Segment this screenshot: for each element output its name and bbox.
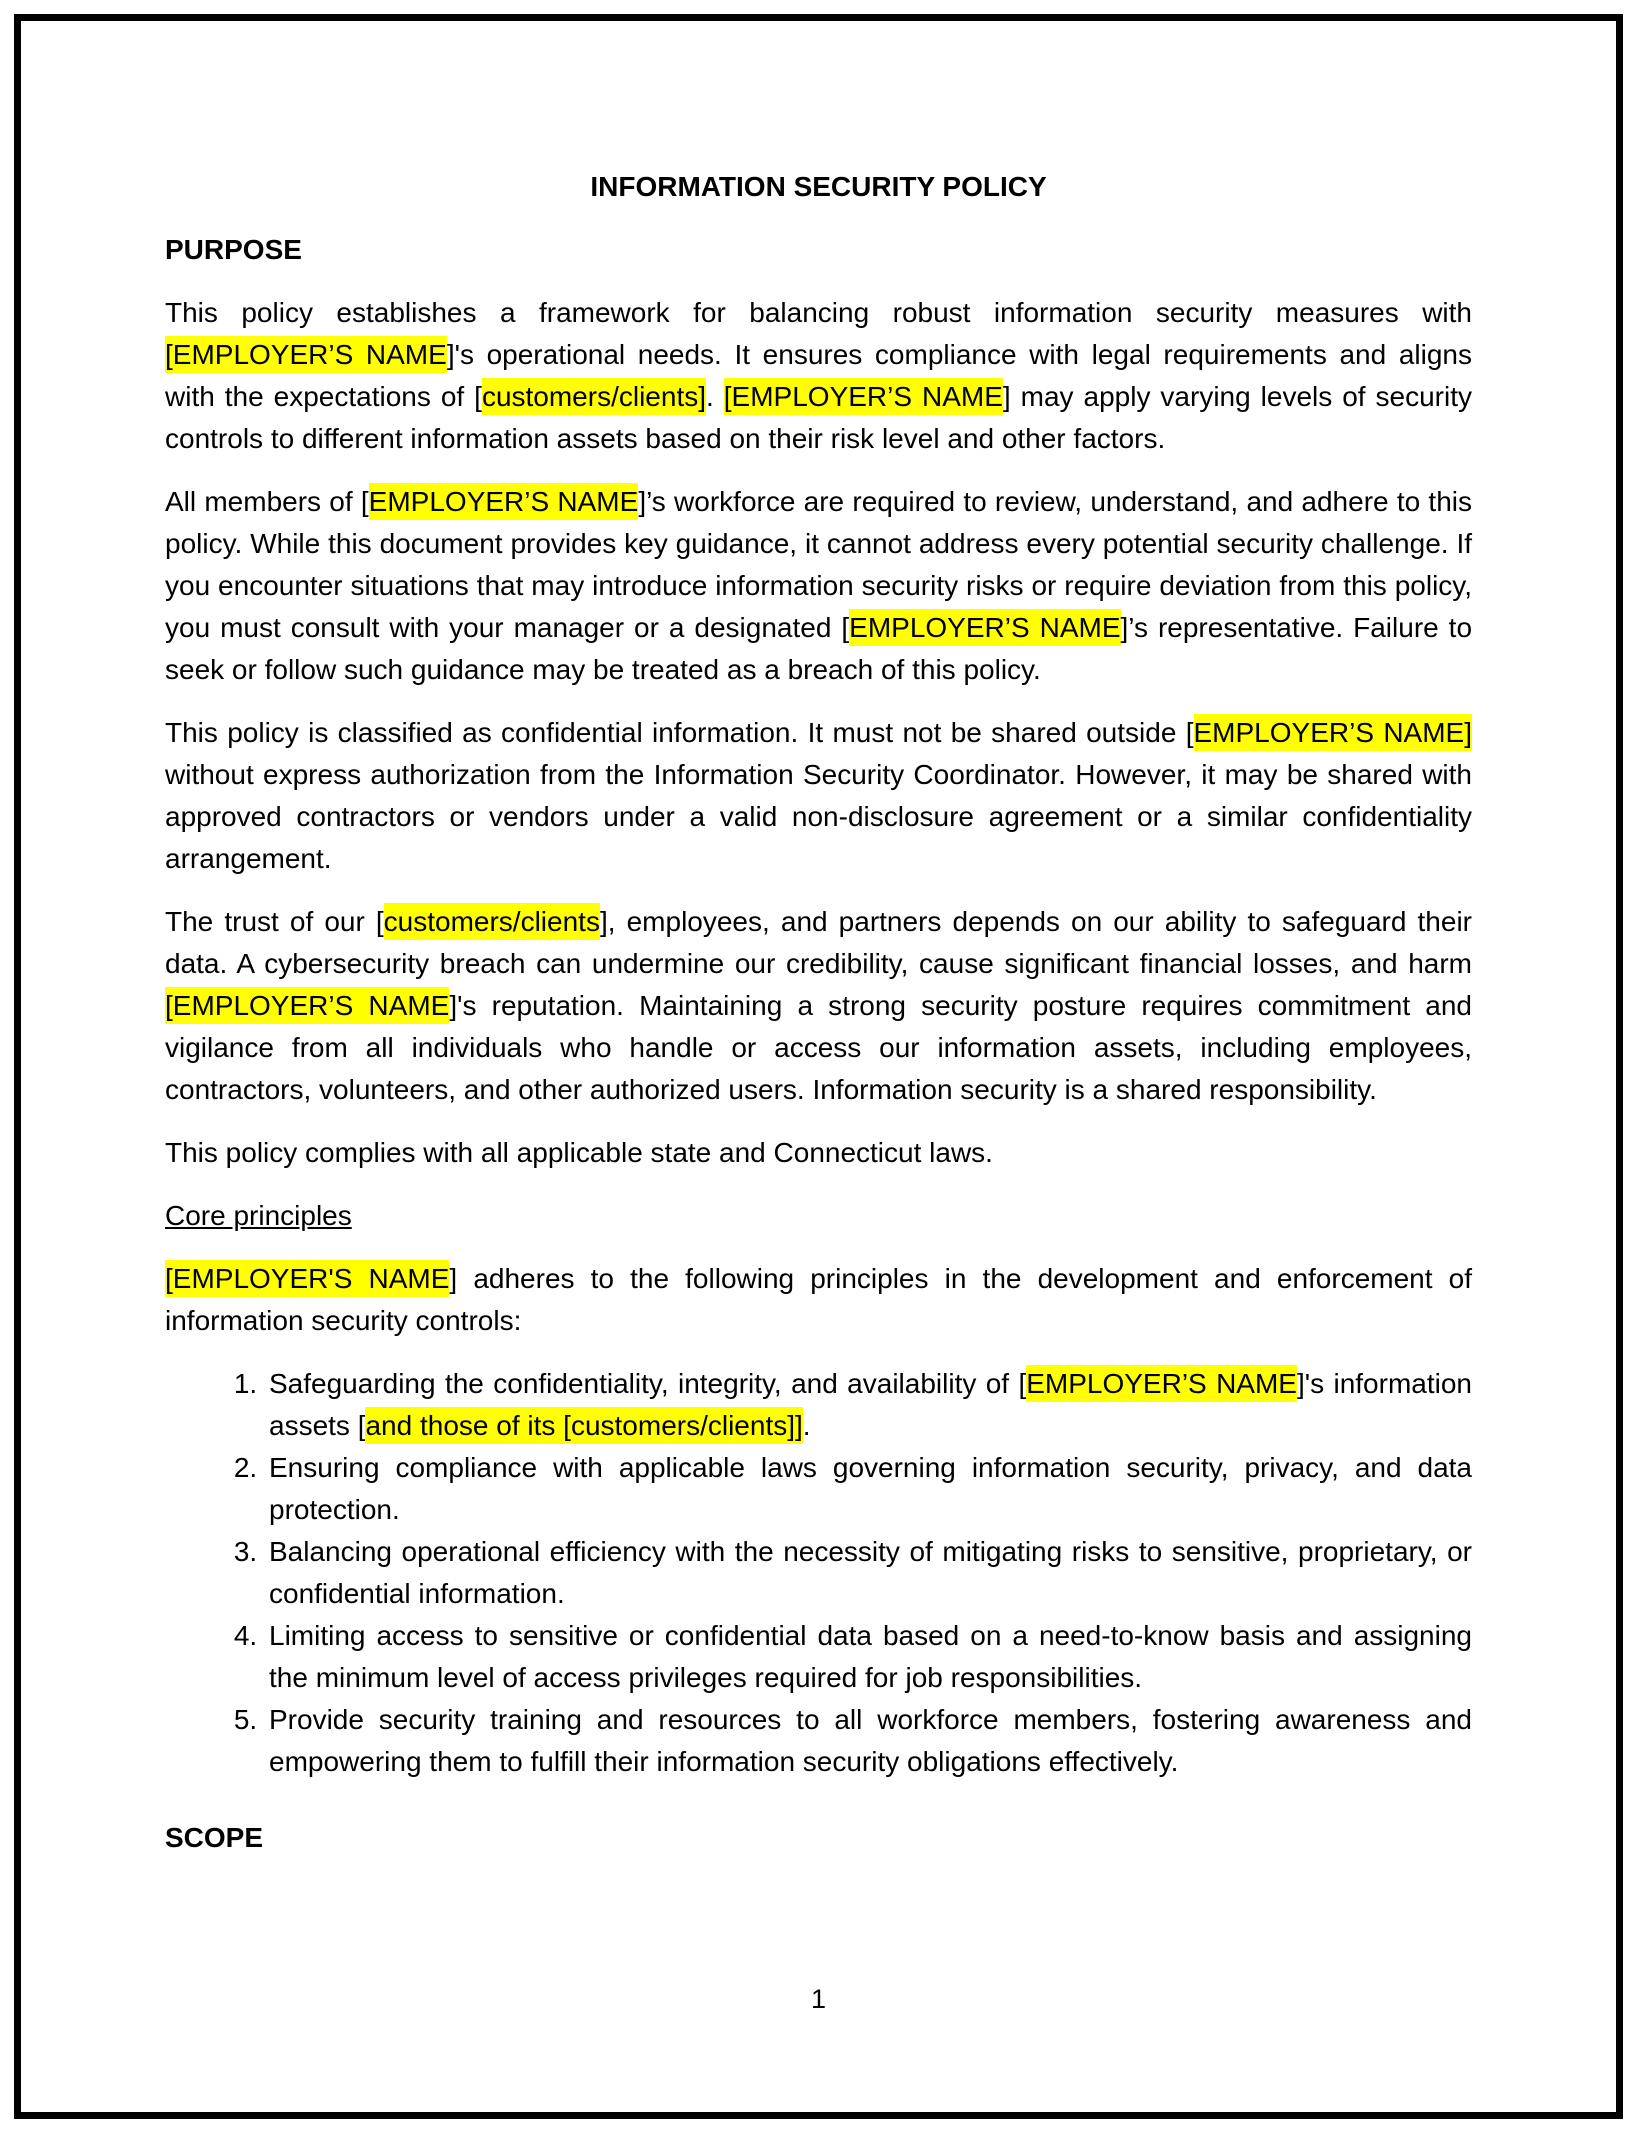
text-segment: ]'s reputation. Maintaining a strong security posture requires commitment and vigilance from all individuals who handle or access our information assets, including employees, contractors, volunteers, and other authorized users. Information security is a shared responsibility. — [165, 990, 1472, 1105]
core-principles-intro — [165, 1258, 1472, 1342]
purpose-heading: PURPOSE — [165, 234, 302, 265]
text-segment: All members of [ — [165, 486, 369, 517]
highlighted-placeholder: EMPLOYER’S NAME — [369, 483, 639, 520]
highlighted-placeholder: and those of its [customers/clients]] — [365, 1407, 802, 1444]
text-segment: This policy complies with all applicable state and Connecticut laws. — [165, 1137, 993, 1168]
purpose-paragraph-2 — [165, 481, 1472, 691]
highlighted-placeholder: [EMPLOYER'S NAME — [165, 1260, 449, 1297]
text-segment: Limiting access to sensitive or confidential data based on a need-to-know basis and assigning the minimum level of access privileges required for job responsibilities. — [269, 1620, 1472, 1693]
list-item — [265, 1363, 1472, 1447]
text-segment: ] adheres to the following principles in the development and enforcement of information security controls: — [165, 1263, 1472, 1336]
text-segment: Provide security training and resources to all workforce members, fostering awareness and empowering them to fulfill their information security obligations effectively. — [269, 1704, 1472, 1777]
highlighted-placeholder: customers/clients — [384, 903, 600, 940]
list-item — [265, 1447, 1472, 1531]
text-segment: ]'s information assets [ — [269, 1368, 1472, 1441]
scope-heading: SCOPE — [165, 1822, 264, 1853]
text-segment: ]'s operational needs. It ensures compliance with legal requirements and aligns with the expectations of [ — [165, 339, 1472, 412]
highlighted-placeholder: [EMPLOYER’S NAME — [165, 987, 449, 1024]
highlighted-placeholder: EMPLOYER’S NAME — [849, 609, 1120, 646]
text-segment: This policy is classified as confidential information. It must not be shared outside [ — [165, 717, 1194, 748]
text-segment: ]’s workforce are required to review, understand, and adhere to this policy. While this document provides key guidance, it cannot address every potential security challenge. If you encounter situations that may introduce information security risks or require deviation from this policy, you must consult with your manager or a designated [ — [165, 486, 1473, 643]
text-segment: Safeguarding the confidentiality, integrity, and availability of [ — [269, 1368, 1027, 1399]
text-segment: The trust of our [ — [165, 906, 384, 937]
text-segment: ]’s representative. Failure to seek or follow such guidance may be treated as a breach of this policy. — [165, 612, 1473, 685]
compliance-statement — [165, 1132, 1472, 1174]
text-segment: ] may apply varying levels of security controls to different information assets based on their risk level and other factors. — [165, 381, 1472, 454]
text-segment: Ensuring compliance with applicable laws governing information security, privacy, and data protection. — [269, 1452, 1472, 1525]
purpose-paragraph-3 — [165, 712, 1472, 880]
page-number: 1 — [810, 1984, 827, 2014]
purpose-paragraph-1 — [165, 292, 1472, 460]
purpose-paragraph-4 — [165, 901, 1472, 1111]
list-item — [265, 1699, 1472, 1783]
page-content — [165, 166, 1472, 1880]
text-segment: . — [802, 1410, 811, 1441]
text-segment: Balancing operational efficiency with the necessity of mitigating risks to sensitive, proprietary, or confidential information. — [269, 1536, 1472, 1609]
highlighted-placeholder: [EMPLOYER’S NAME — [165, 336, 447, 373]
highlighted-placeholder: EMPLOYER’S NAME — [1026, 1365, 1297, 1402]
highlighted-placeholder: [EMPLOYER’S NAME — [724, 378, 1003, 415]
core-principles-list — [165, 1363, 1472, 1783]
text-segment: ], employees, and partners depends on our ability to safeguard their data. A cybersecurity breach can undermine our credibility, cause significant financial losses, and harm — [165, 906, 1472, 979]
document-title: INFORMATION SECURITY POLICY — [590, 171, 1047, 202]
text-segment: . — [706, 381, 724, 412]
list-item — [265, 1615, 1472, 1699]
core-principles-heading: Core principles — [165, 1200, 352, 1231]
text-segment: without express authorization from the Information Security Coordinator. However, it may be shared with approved contractors or vendors under a valid non-disclosure agreement or a similar confidentiality arrangement. — [165, 759, 1472, 874]
list-item — [265, 1531, 1472, 1615]
text-segment: This policy establishes a framework for balancing robust information security measures with — [165, 297, 1472, 328]
highlighted-placeholder: EMPLOYER’S NAME] — [1194, 714, 1473, 751]
highlighted-placeholder: customers/clients] — [482, 378, 706, 415]
